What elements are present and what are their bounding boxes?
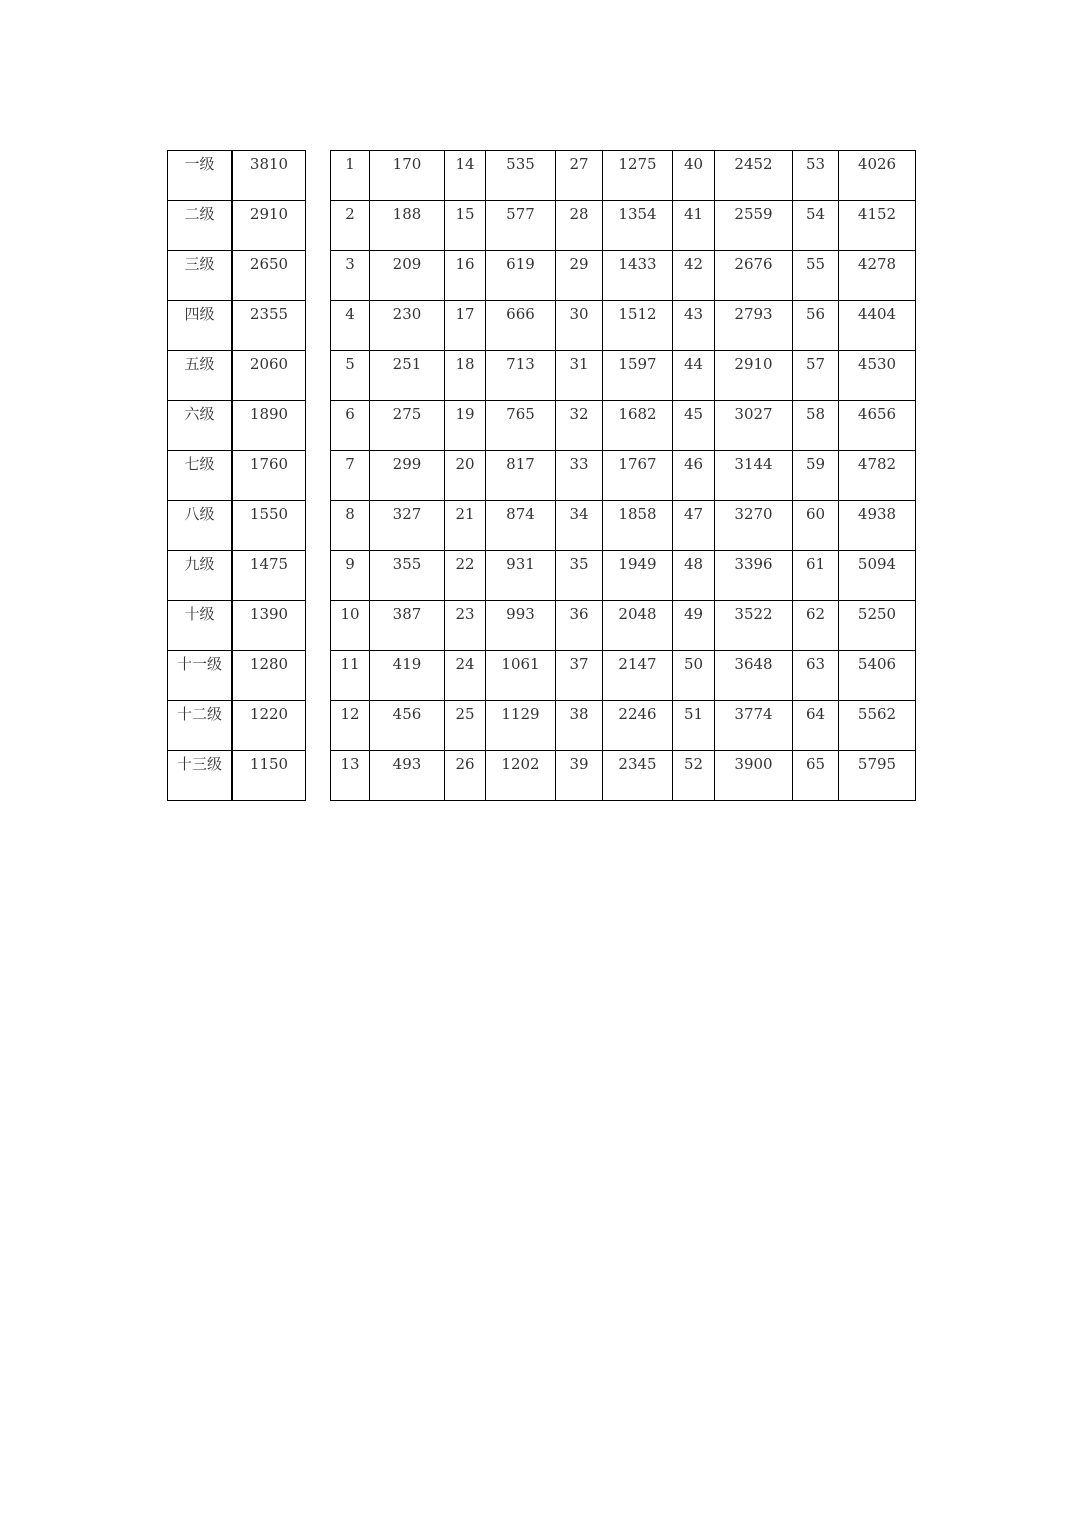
level-number-cell: 19 — [445, 401, 486, 451]
level-value-cell: 1949 — [603, 551, 673, 601]
table-row — [168, 751, 306, 801]
level-value-cell: 5094 — [839, 551, 916, 601]
level-value-cell: 3774 — [715, 701, 793, 751]
level-value-cell: 4530 — [839, 351, 916, 401]
table-row — [168, 351, 306, 401]
level-number-cell: 33 — [556, 451, 603, 501]
level-value-cell: 3396 — [715, 551, 793, 601]
table-row — [331, 251, 916, 301]
level-value-cell: 387 — [370, 601, 445, 651]
grade-value: 1760 — [232, 451, 306, 501]
level-value-cell: 535 — [486, 151, 556, 201]
level-value-cell: 666 — [486, 301, 556, 351]
level-value-cell: 5562 — [839, 701, 916, 751]
table-row — [331, 751, 916, 801]
level-number-cell: 53 — [793, 151, 839, 201]
table-row — [168, 501, 306, 551]
level-number-cell: 34 — [556, 501, 603, 551]
level-number-cell: 9 — [331, 551, 370, 601]
grade-value: 1150 — [232, 751, 306, 801]
grade-value: 1390 — [232, 601, 306, 651]
level-value-cell: 251 — [370, 351, 445, 401]
level-number-cell: 13 — [331, 751, 370, 801]
level-value-cell: 5406 — [839, 651, 916, 701]
level-number-cell: 43 — [673, 301, 715, 351]
level-number-cell: 25 — [445, 701, 486, 751]
level-number-cell: 40 — [673, 151, 715, 201]
level-value-cell: 4152 — [839, 201, 916, 251]
level-number-cell: 48 — [673, 551, 715, 601]
grade-salary-table — [167, 150, 306, 801]
level-number-cell: 12 — [331, 701, 370, 751]
grade-value: 2650 — [232, 251, 306, 301]
table-row — [168, 401, 306, 451]
level-number-cell: 35 — [556, 551, 603, 601]
level-value-cell: 209 — [370, 251, 445, 301]
level-number-cell: 49 — [673, 601, 715, 651]
grade-label: 四级 — [168, 301, 233, 351]
table-row — [331, 201, 916, 251]
grade-value: 3810 — [232, 151, 306, 201]
level-value-cell: 5795 — [839, 751, 916, 801]
level-number-cell: 4 — [331, 301, 370, 351]
level-value-cell: 4026 — [839, 151, 916, 201]
level-number-cell: 2 — [331, 201, 370, 251]
level-number-cell: 10 — [331, 601, 370, 651]
grade-label: 二级 — [168, 201, 233, 251]
level-value-cell: 4782 — [839, 451, 916, 501]
level-value-cell: 5250 — [839, 601, 916, 651]
level-number-cell: 36 — [556, 601, 603, 651]
level-number-cell: 29 — [556, 251, 603, 301]
grade-label: 九级 — [168, 551, 233, 601]
table-row — [168, 451, 306, 501]
level-number-cell: 55 — [793, 251, 839, 301]
level-number-cell: 47 — [673, 501, 715, 551]
table-row — [331, 151, 916, 201]
level-value-cell: 713 — [486, 351, 556, 401]
table-row — [168, 301, 306, 351]
grade-label: 十三级 — [168, 751, 233, 801]
level-number-cell: 31 — [556, 351, 603, 401]
level-value-cell: 931 — [486, 551, 556, 601]
level-number-cell: 5 — [331, 351, 370, 401]
level-value-cell: 3900 — [715, 751, 793, 801]
level-value-cell: 1858 — [603, 501, 673, 551]
grade-value: 1890 — [232, 401, 306, 451]
level-number-cell: 18 — [445, 351, 486, 401]
level-number-cell: 8 — [331, 501, 370, 551]
level-number-cell: 21 — [445, 501, 486, 551]
table-row — [331, 451, 916, 501]
level-number-cell: 7 — [331, 451, 370, 501]
table-row — [331, 651, 916, 701]
level-value-cell: 3027 — [715, 401, 793, 451]
level-value-cell: 419 — [370, 651, 445, 701]
level-value-cell: 3522 — [715, 601, 793, 651]
level-value-cell: 1682 — [603, 401, 673, 451]
grade-label: 五级 — [168, 351, 233, 401]
level-number-cell: 1 — [331, 151, 370, 201]
level-value-cell: 993 — [486, 601, 556, 651]
level-number-cell: 54 — [793, 201, 839, 251]
level-value-cell: 3144 — [715, 451, 793, 501]
table-row — [331, 301, 916, 351]
level-value-cell: 874 — [486, 501, 556, 551]
level-value-cell: 4938 — [839, 501, 916, 551]
grade-label: 十二级 — [168, 701, 233, 751]
level-value-cell: 456 — [370, 701, 445, 751]
grade-value: 1220 — [232, 701, 306, 751]
table-row — [331, 551, 916, 601]
level-number-cell: 17 — [445, 301, 486, 351]
table-row — [331, 601, 916, 651]
level-value-cell: 1061 — [486, 651, 556, 701]
level-value-cell: 355 — [370, 551, 445, 601]
level-number-cell: 14 — [445, 151, 486, 201]
level-number-cell: 42 — [673, 251, 715, 301]
level-number-cell: 15 — [445, 201, 486, 251]
level-number-cell: 64 — [793, 701, 839, 751]
level-number-cell: 27 — [556, 151, 603, 201]
level-value-cell: 275 — [370, 401, 445, 451]
level-value-cell: 1597 — [603, 351, 673, 401]
level-number-cell: 61 — [793, 551, 839, 601]
table-row — [168, 201, 306, 251]
level-value-cell: 1767 — [603, 451, 673, 501]
level-value-cell: 817 — [486, 451, 556, 501]
level-number-cell: 30 — [556, 301, 603, 351]
level-value-cell: 2452 — [715, 151, 793, 201]
level-value-cell: 3270 — [715, 501, 793, 551]
grade-label: 三级 — [168, 251, 233, 301]
level-value-cell: 577 — [486, 201, 556, 251]
level-number-cell: 11 — [331, 651, 370, 701]
level-number-cell: 65 — [793, 751, 839, 801]
level-value-cell: 170 — [370, 151, 445, 201]
grade-label: 八级 — [168, 501, 233, 551]
level-number-cell: 46 — [673, 451, 715, 501]
level-number-cell: 51 — [673, 701, 715, 751]
level-value-cell: 4656 — [839, 401, 916, 451]
level-number-cell: 3 — [331, 251, 370, 301]
level-value-cell: 2559 — [715, 201, 793, 251]
level-number-cell: 50 — [673, 651, 715, 701]
grade-label: 六级 — [168, 401, 233, 451]
table-row — [168, 601, 306, 651]
level-value-cell: 2793 — [715, 301, 793, 351]
level-number-cell: 56 — [793, 301, 839, 351]
level-salary-table — [330, 150, 916, 801]
level-value-cell: 299 — [370, 451, 445, 501]
grade-label: 十一级 — [168, 651, 233, 701]
table-row — [331, 351, 916, 401]
level-value-cell: 4404 — [839, 301, 916, 351]
level-number-cell: 62 — [793, 601, 839, 651]
level-value-cell: 2910 — [715, 351, 793, 401]
grade-label: 七级 — [168, 451, 233, 501]
grade-value: 2910 — [232, 201, 306, 251]
grade-label: 十级 — [168, 601, 233, 651]
level-number-cell: 32 — [556, 401, 603, 451]
level-value-cell: 2246 — [603, 701, 673, 751]
table-row — [331, 701, 916, 751]
level-value-cell: 619 — [486, 251, 556, 301]
grade-label: 一级 — [168, 151, 233, 201]
level-number-cell: 57 — [793, 351, 839, 401]
table-row — [168, 151, 306, 201]
level-number-cell: 22 — [445, 551, 486, 601]
level-value-cell: 4278 — [839, 251, 916, 301]
level-value-cell: 1354 — [603, 201, 673, 251]
level-value-cell: 765 — [486, 401, 556, 451]
level-number-cell: 41 — [673, 201, 715, 251]
level-number-cell: 45 — [673, 401, 715, 451]
table-row — [168, 551, 306, 601]
level-value-cell: 188 — [370, 201, 445, 251]
grade-value: 2355 — [232, 301, 306, 351]
level-number-cell: 58 — [793, 401, 839, 451]
level-value-cell: 2345 — [603, 751, 673, 801]
level-value-cell: 2147 — [603, 651, 673, 701]
level-number-cell: 26 — [445, 751, 486, 801]
level-number-cell: 59 — [793, 451, 839, 501]
table-row — [331, 501, 916, 551]
level-number-cell: 23 — [445, 601, 486, 651]
level-value-cell: 1129 — [486, 701, 556, 751]
level-number-cell: 16 — [445, 251, 486, 301]
level-number-cell: 44 — [673, 351, 715, 401]
level-number-cell: 20 — [445, 451, 486, 501]
level-number-cell: 52 — [673, 751, 715, 801]
level-number-cell: 39 — [556, 751, 603, 801]
grade-value: 1550 — [232, 501, 306, 551]
table-row — [331, 401, 916, 451]
level-value-cell: 1433 — [603, 251, 673, 301]
level-number-cell: 37 — [556, 651, 603, 701]
level-number-cell: 28 — [556, 201, 603, 251]
level-value-cell: 1202 — [486, 751, 556, 801]
level-number-cell: 6 — [331, 401, 370, 451]
level-value-cell: 1275 — [603, 151, 673, 201]
level-number-cell: 38 — [556, 701, 603, 751]
table-row — [168, 251, 306, 301]
table-row — [168, 701, 306, 751]
level-value-cell: 1512 — [603, 301, 673, 351]
table-row — [168, 651, 306, 701]
level-number-cell: 24 — [445, 651, 486, 701]
grade-value: 1280 — [232, 651, 306, 701]
level-value-cell: 230 — [370, 301, 445, 351]
level-value-cell: 493 — [370, 751, 445, 801]
level-number-cell: 63 — [793, 651, 839, 701]
level-value-cell: 2048 — [603, 601, 673, 651]
grade-value: 1475 — [232, 551, 306, 601]
level-value-cell: 3648 — [715, 651, 793, 701]
level-value-cell: 327 — [370, 501, 445, 551]
level-number-cell: 60 — [793, 501, 839, 551]
level-value-cell: 2676 — [715, 251, 793, 301]
grade-value: 2060 — [232, 351, 306, 401]
